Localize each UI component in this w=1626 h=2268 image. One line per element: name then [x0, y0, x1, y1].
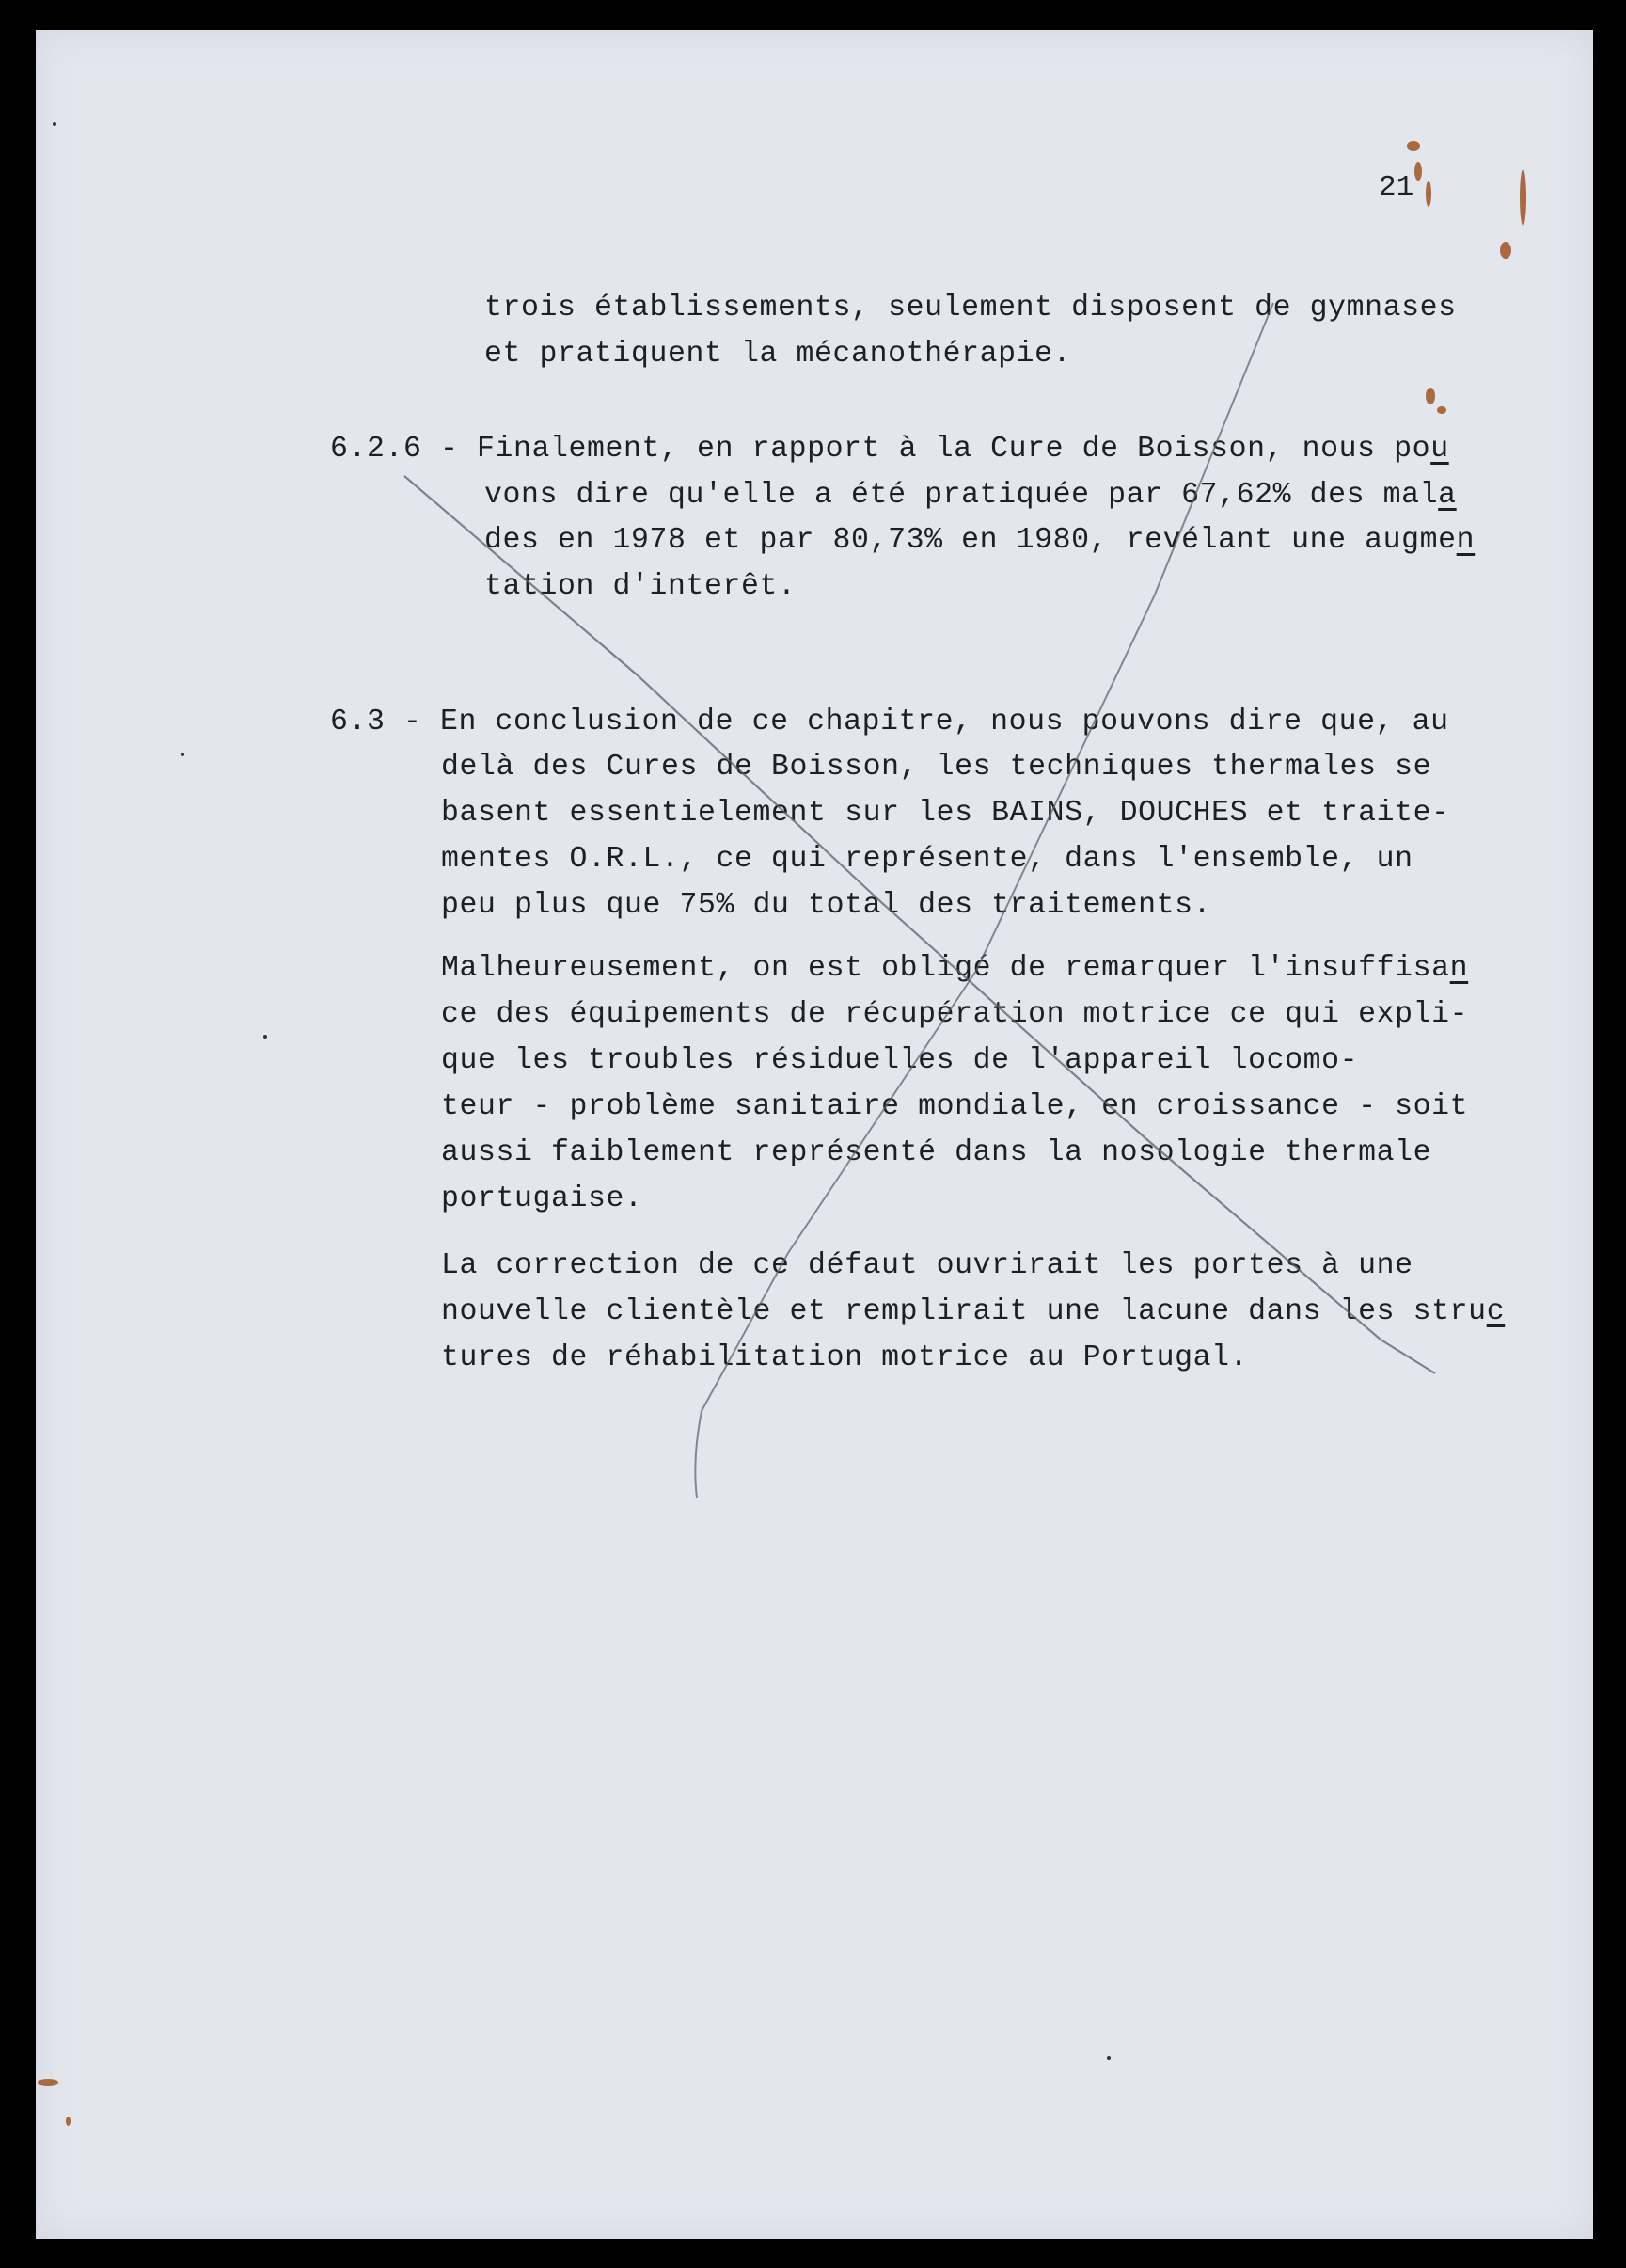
pencil-crossout [36, 30, 1593, 2239]
text-line: que les troubles résiduelles de l'appareil locomo- [441, 1044, 1359, 1077]
text-line: peu plus que 75% du total des traitements. [441, 889, 1212, 922]
text-line: aussi faiblement représenté dans la nosologie thermale [441, 1136, 1432, 1169]
text-line: Malheureusement, on est obligé de remarquer l'insuffisan [441, 952, 1469, 985]
pencil-stroke [404, 476, 1435, 1373]
text-line: mentes O.R.L., ce qui représente, dans l'ensemble, un [441, 843, 1413, 876]
text-line: vons dire qu'elle a été pratiquée par 67,62% des mala [484, 479, 1457, 512]
text-line: teur - problème sanitaire mondiale, en croissance - soit [441, 1090, 1469, 1123]
document-page [36, 30, 1593, 2239]
text-line: 6.2.6 - Finalement, en rapport à la Cure de Boisson, nous pou [330, 433, 1449, 466]
text-line: et pratiquent la mécanothérapie. [484, 338, 1072, 371]
text-line: tures de réhabilitation motrice au Portugal. [441, 1341, 1249, 1374]
page-number: 21 [1379, 171, 1414, 204]
text-line: des en 1978 et par 80,73% en 1980, revélant une augmen [484, 524, 1476, 557]
text-line: nouvelle clientèle et remplirait une lacune dans les struc [441, 1295, 1506, 1328]
text-line: delà des Cures de Boisson, les techniques thermales se [441, 751, 1432, 784]
text-line: portugaise. [441, 1182, 643, 1215]
text-line: basent essentielement sur les BAINS, DOUCHES et traite- [441, 797, 1450, 830]
text-line: tation d'interêt. [484, 570, 797, 603]
text-line: 6.3 - En conclusion de ce chapitre, nous pouvons dire que, au [330, 706, 1449, 738]
text-line: ce des équipements de récupération motrice ce qui expli- [441, 998, 1469, 1031]
pencil-stroke [695, 303, 1273, 1498]
text-line: trois établissements, seulement disposent de gymnases [484, 292, 1457, 325]
text-line: La correction de ce défaut ouvrirait les portes à une [441, 1249, 1413, 1282]
